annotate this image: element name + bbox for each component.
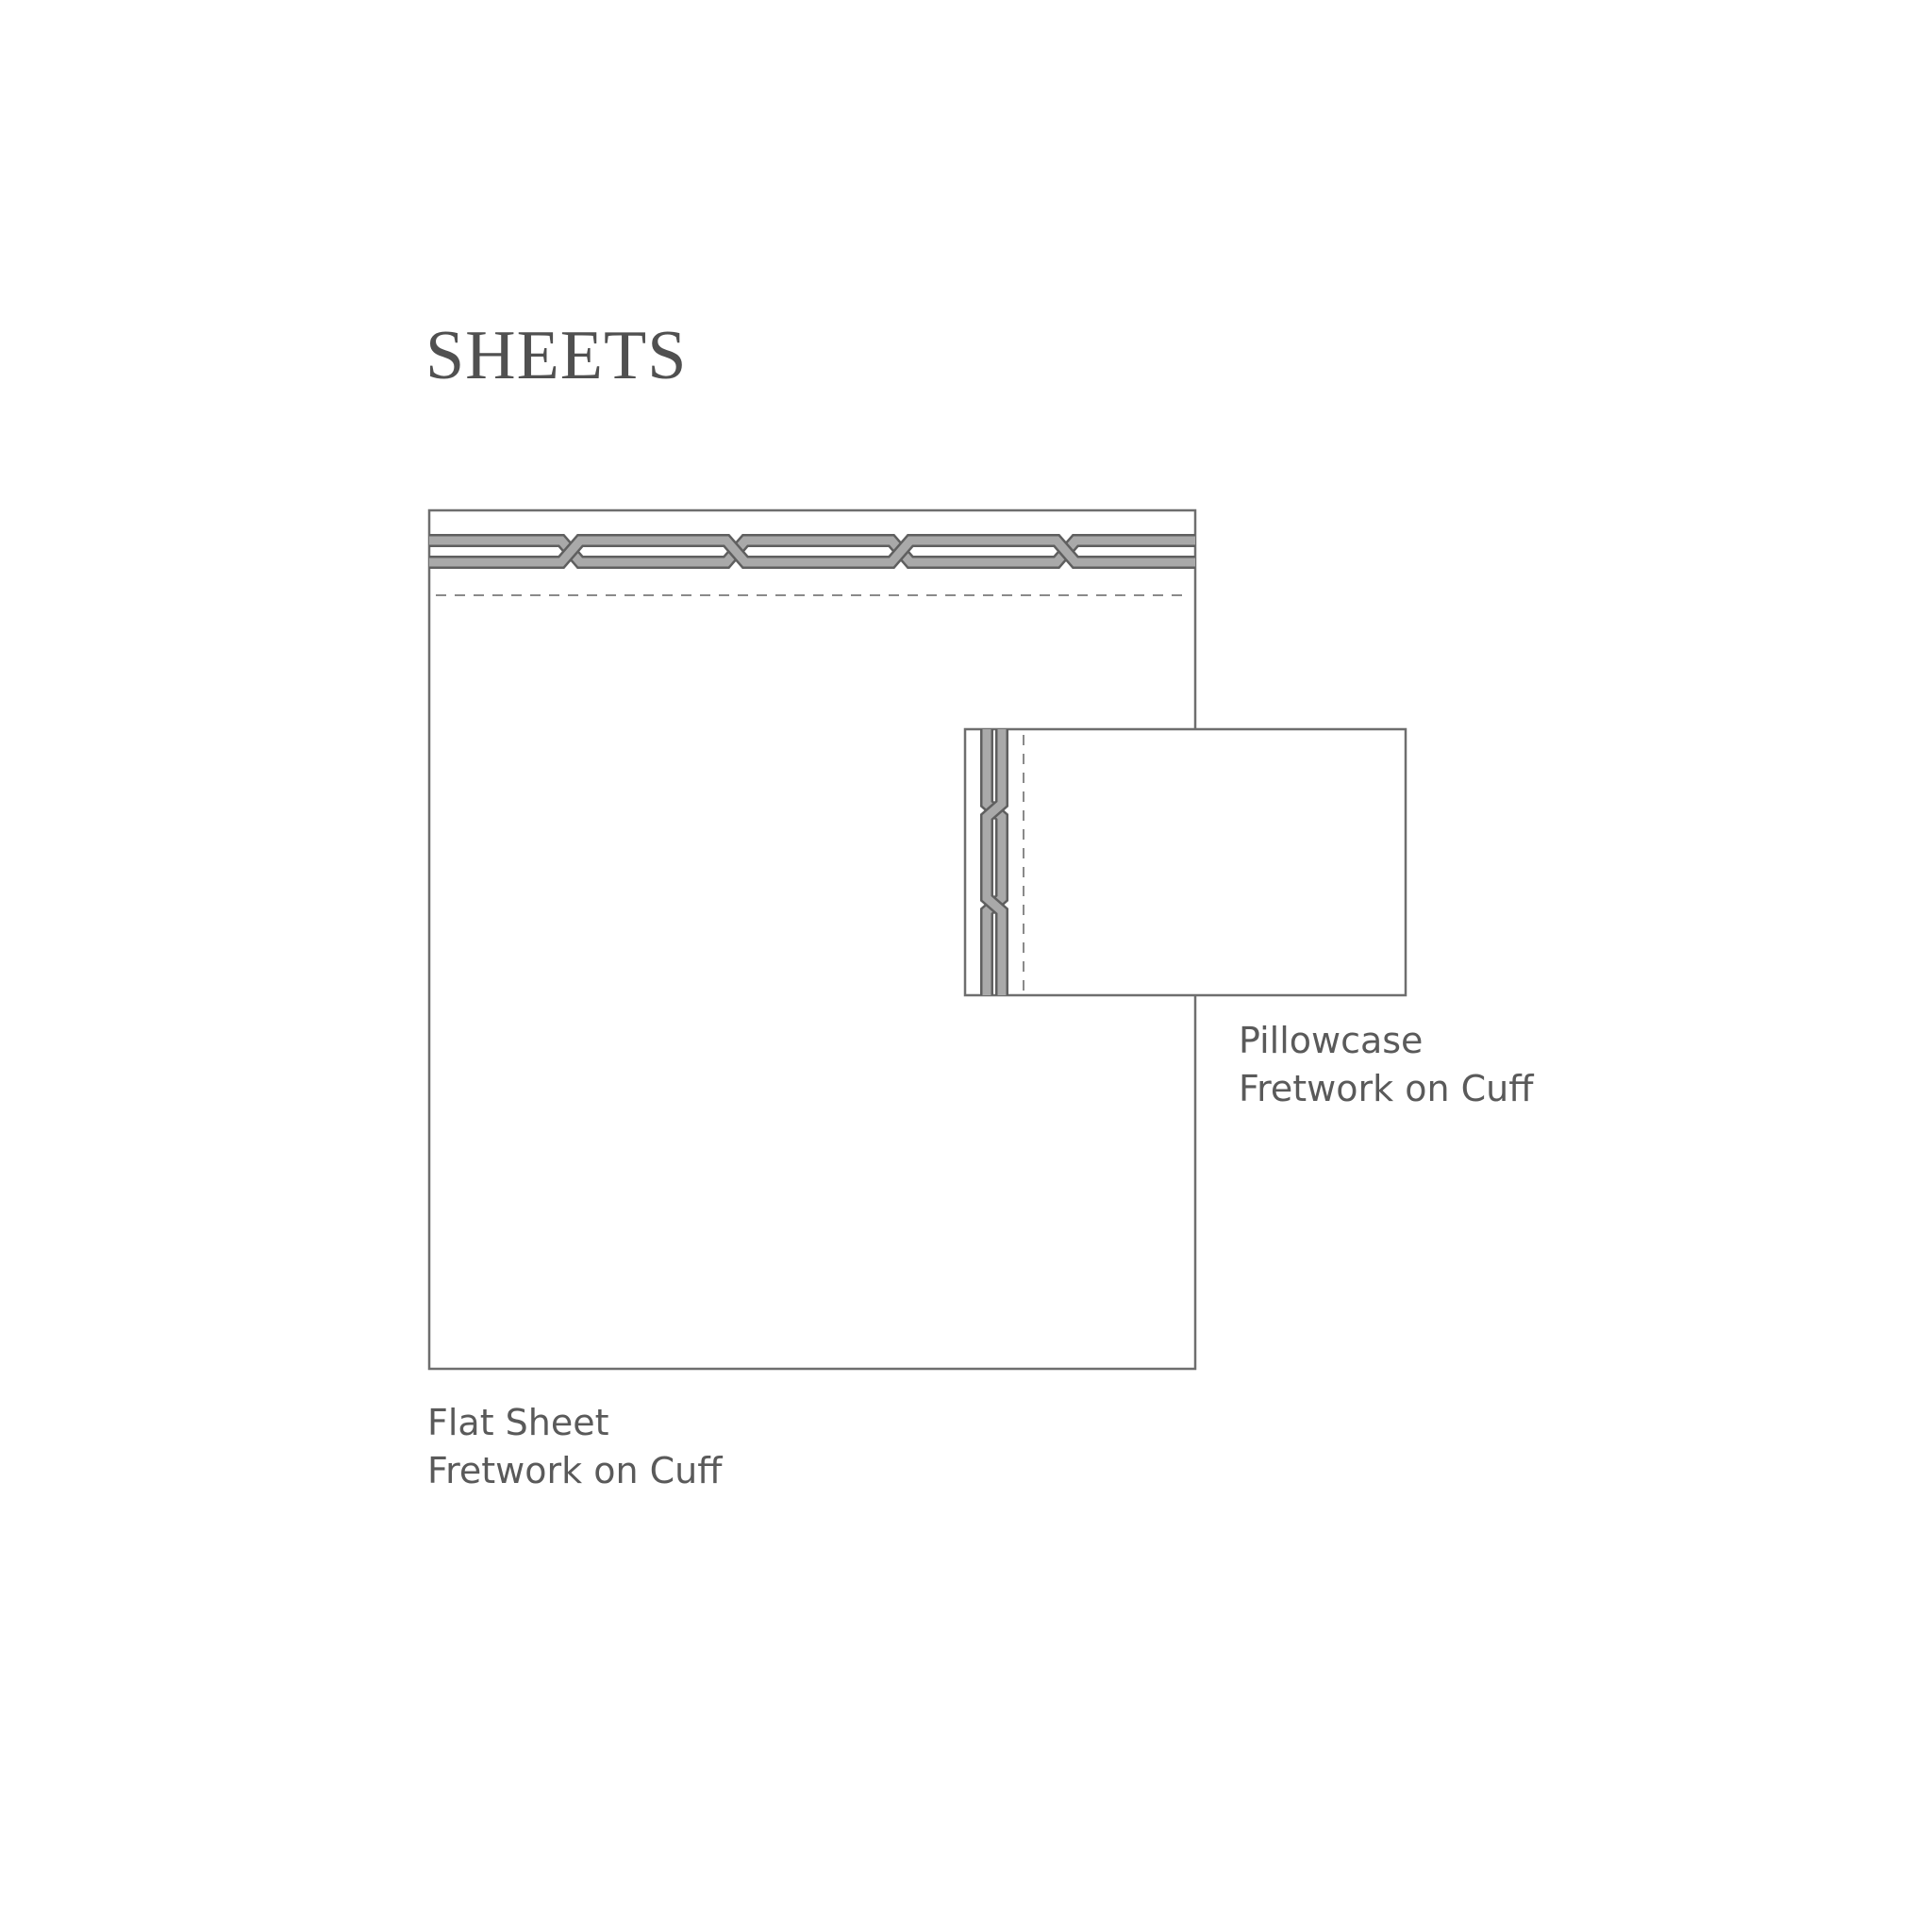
pillowcase-outline — [965, 729, 1406, 995]
pillowcase-name: Pillowcase — [1239, 1020, 1424, 1061]
page-title: SHEETS — [425, 317, 688, 394]
flat-sheet-caption — [427, 1399, 722, 1495]
pillowcase-illustration — [965, 729, 1406, 995]
pillowcase-detail: Fretwork on Cuff — [1239, 1068, 1534, 1109]
flat-sheet-detail: Fretwork on Cuff — [427, 1450, 723, 1491]
pillowcase-caption — [1239, 1017, 1533, 1113]
flat-sheet-name: Flat Sheet — [427, 1402, 609, 1443]
